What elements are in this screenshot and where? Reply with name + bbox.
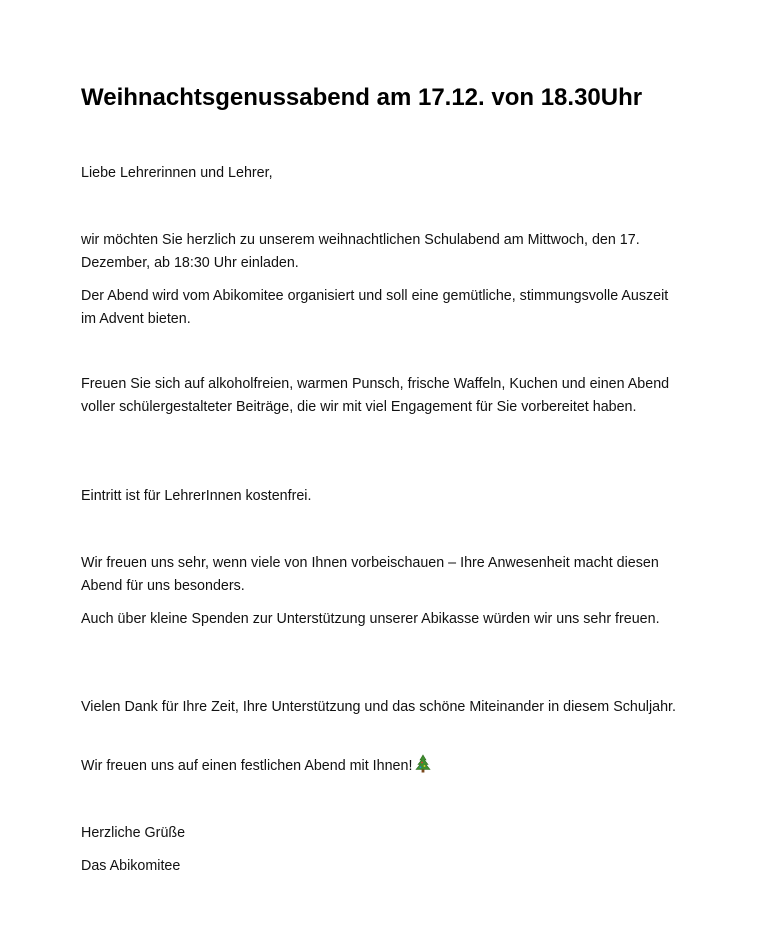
paragraph-donations: Auch über kleine Spenden zur Unterstützung unserer Abikasse würden wir uns sehr freuen. <box>81 611 660 627</box>
paragraph-invitation: wir möchten Sie herzlich zu unserem weihnachtlichen Schulabend am Mittwoch, den 17. Dezember, ab 18:30 Uhr einladen. <box>81 232 640 271</box>
paragraph-organizer: Der Abend wird vom Abikomitee organisiert und soll eine gemütliche, stimmungsvolle Auszeit im Advent bieten. <box>81 288 669 327</box>
paragraph-thanks: Vielen Dank für Ihre Zeit, Ihre Unterstützung und das schöne Miteinander in diesem Schuljahr. <box>81 699 676 715</box>
paragraph-offer: Freuen Sie sich auf alkoholfreien, warmen Punsch, frische Waffeln, Kuchen und einen Abend voller schülergestalteter Beiträge, die wir mit viel Engagement für Sie vorbereitet haben. <box>81 376 670 415</box>
document-title: Weihnachtsgenussabend am 17.12. von 18.30Uhr <box>81 84 643 111</box>
festive-text: Wir freuen uns auf einen festlichen Abend mit Ihnen! <box>81 758 413 774</box>
closing: Herzliche Grüße <box>81 825 186 841</box>
greeting: Liebe Lehrerinnen und Lehrer, <box>81 165 273 181</box>
christmas-tree-icon <box>415 754 431 781</box>
paragraph-welcome: Wir freuen uns sehr, wenn viele von Ihnen vorbeischauen – Ihre Anwesenheit macht diesen Abend für uns besonders. <box>81 555 659 594</box>
paragraph-festive <box>81 754 681 781</box>
signature: Das Abikomitee <box>81 858 181 874</box>
paragraph-admission: Eintritt ist für LehrerInnen kostenfrei. <box>81 488 312 504</box>
